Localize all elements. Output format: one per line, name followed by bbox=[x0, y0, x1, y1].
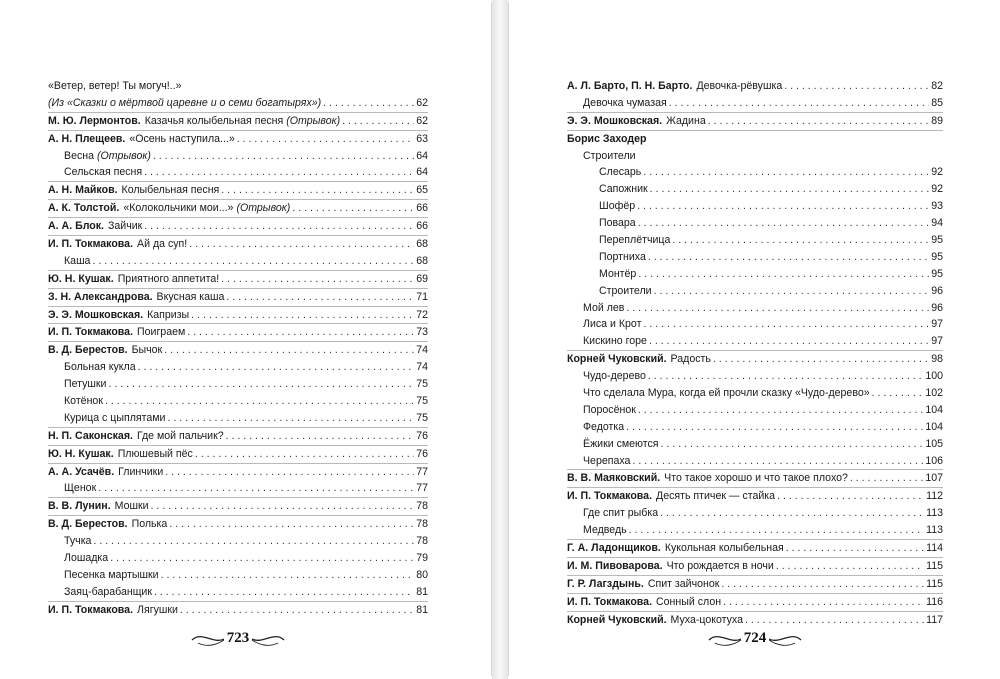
toc-author: В. В. Лунин. bbox=[48, 500, 111, 513]
toc-title: Слесарь bbox=[599, 166, 642, 179]
toc-entry bbox=[48, 445, 428, 463]
toc-entry bbox=[48, 78, 428, 95]
toc-title: Портниха bbox=[599, 250, 646, 263]
toc-title: Капризы bbox=[147, 308, 190, 321]
toc-page-number: 105 bbox=[925, 437, 943, 450]
toc-page-number: 112 bbox=[926, 490, 943, 503]
toc-leader-dots bbox=[92, 253, 414, 270]
toc-title: Сельская песня bbox=[64, 166, 143, 179]
toc-entry bbox=[567, 112, 943, 130]
toc-author: И. П. Токмакова. bbox=[48, 326, 134, 339]
toc-page-number: 113 bbox=[926, 524, 943, 537]
toc-author: Ю. Н. Кушак. bbox=[48, 272, 114, 285]
toc-author: З. Н. Александрова. bbox=[48, 290, 153, 303]
toc-page-number: 79 bbox=[416, 552, 428, 565]
toc-title: Повара bbox=[599, 217, 636, 230]
toc-author: А. К. Толстой. bbox=[48, 202, 120, 215]
page-number: 723 bbox=[224, 630, 253, 647]
toc-leader-dots bbox=[144, 164, 414, 181]
toc-leader-dots bbox=[165, 464, 414, 481]
toc-leader-dots bbox=[323, 95, 414, 112]
table-of-contents bbox=[567, 78, 943, 629]
toc-entry bbox=[567, 198, 943, 215]
toc-page-number: 75 bbox=[416, 395, 428, 408]
toc-author: А. А. Блок. bbox=[48, 220, 104, 233]
toc-author: Корней Чуковский. bbox=[567, 613, 667, 626]
toc-title: Котёнок bbox=[64, 395, 103, 408]
toc-entry bbox=[567, 266, 943, 283]
toc-leader-dots bbox=[93, 533, 414, 550]
toc-leader-dots bbox=[221, 182, 414, 199]
toc-page-number: 77 bbox=[416, 465, 428, 478]
toc-page-number: 92 bbox=[931, 166, 943, 179]
toc-page-number: 75 bbox=[416, 411, 428, 424]
toc-entry bbox=[567, 505, 943, 522]
toc-title: Вкусная каша bbox=[156, 290, 225, 303]
toc-page-number: 95 bbox=[931, 234, 943, 247]
toc-leader-dots bbox=[786, 540, 924, 557]
toc-title: (Из «Сказки о мёртвой царевне и о семи богатырях») bbox=[48, 96, 322, 109]
toc-entry bbox=[48, 410, 428, 427]
toc-title: Кискино горе bbox=[583, 335, 647, 348]
toc-leader-dots bbox=[721, 576, 924, 593]
toc-page-number: 75 bbox=[416, 378, 428, 391]
toc-title: Курица с цыплятами bbox=[64, 411, 166, 424]
toc-page-number: 116 bbox=[926, 595, 943, 608]
toc-leader-dots bbox=[784, 78, 929, 95]
toc-page-number: 78 bbox=[416, 518, 428, 531]
toc-title: Медведь bbox=[583, 524, 627, 537]
toc-title: Девочка чумазая bbox=[583, 96, 667, 109]
toc-page-number: 95 bbox=[931, 250, 943, 263]
toc-page-number: 81 bbox=[416, 585, 428, 598]
toc-entry bbox=[48, 270, 428, 288]
toc-leader-dots bbox=[850, 470, 923, 487]
toc-entry bbox=[567, 164, 943, 181]
left-page bbox=[2, 2, 492, 676]
toc-leader-dots bbox=[661, 436, 924, 453]
toc-page-number: 114 bbox=[926, 542, 943, 555]
toc-page-number: 80 bbox=[416, 568, 428, 581]
toc-leader-dots bbox=[167, 410, 414, 427]
toc-entry bbox=[48, 341, 428, 359]
toc-leader-dots bbox=[638, 215, 930, 232]
toc-page-number: 98 bbox=[931, 353, 943, 366]
toc-title: Глинчики bbox=[118, 465, 164, 478]
toc-entry bbox=[48, 497, 428, 515]
toc-entry bbox=[48, 515, 428, 533]
toc-entry bbox=[567, 368, 943, 385]
toc-title: Казачья колыбельная песня bbox=[144, 114, 284, 127]
toc-entry bbox=[567, 385, 943, 402]
toc-leader-dots bbox=[669, 95, 930, 112]
toc-entry bbox=[567, 522, 943, 539]
toc-author: И. П. Токмакова. bbox=[567, 490, 653, 503]
toc-page-number: 76 bbox=[416, 447, 428, 460]
toc-author: А. Л. Барто, П. Н. Барто. bbox=[567, 80, 693, 92]
toc-title: Больная кукла bbox=[64, 361, 136, 374]
toc-page-number: 92 bbox=[931, 183, 943, 196]
toc-title: Петушки bbox=[64, 378, 107, 391]
toc-leader-dots bbox=[144, 218, 414, 235]
toc-leader-dots bbox=[660, 505, 924, 522]
toc-title: «Осень наступила...» bbox=[129, 132, 235, 145]
toc-leader-dots bbox=[637, 198, 929, 215]
toc-title: Каша bbox=[64, 254, 91, 267]
toc-title: Сапожник bbox=[599, 183, 648, 196]
toc-leader-dots bbox=[164, 342, 414, 359]
toc-leader-dots bbox=[108, 376, 414, 393]
toc-leader-dots bbox=[221, 271, 414, 288]
toc-page-number: 64 bbox=[416, 149, 428, 162]
toc-page-number: 100 bbox=[925, 370, 943, 383]
toc-entry bbox=[567, 333, 943, 350]
toc-author: В. В. Маяковский. bbox=[567, 472, 661, 485]
toc-entry bbox=[48, 112, 428, 130]
toc-entry bbox=[567, 215, 943, 232]
toc-page-number: 74 bbox=[416, 361, 428, 374]
toc-leader-dots bbox=[189, 236, 414, 253]
toc-author: М. Ю. Лермонтов. bbox=[48, 114, 141, 127]
toc-leader-dots bbox=[626, 419, 923, 436]
toc-author: Корней Чуковский. bbox=[567, 353, 667, 366]
toc-leader-dots bbox=[195, 446, 414, 463]
toc-leader-dots bbox=[777, 488, 924, 505]
toc-leader-dots bbox=[292, 200, 414, 217]
toc-leader-dots bbox=[643, 316, 929, 333]
toc-title: «Ветер, ветер! Ты могуч!..» bbox=[48, 80, 182, 92]
toc-entry bbox=[567, 316, 943, 333]
toc-entry bbox=[48, 393, 428, 410]
toc-entry bbox=[48, 601, 428, 619]
toc-entry bbox=[48, 148, 428, 165]
toc-entry bbox=[48, 253, 428, 270]
toc-author: Ю. Н. Кушак. bbox=[48, 447, 114, 460]
toc-entry bbox=[48, 359, 428, 376]
toc-entry bbox=[567, 232, 943, 249]
toc-leader-dots bbox=[105, 393, 414, 410]
toc-title: Заяц-барабанщик bbox=[64, 585, 152, 598]
toc-note: (Отрывок) bbox=[236, 202, 291, 215]
toc-page-number: 85 bbox=[931, 96, 943, 109]
toc-title: Кукольная колыбельная bbox=[664, 542, 784, 555]
toc-title: Лошадка bbox=[64, 552, 109, 565]
page-number-ornament bbox=[705, 626, 805, 650]
toc-leader-dots bbox=[237, 131, 414, 148]
toc-title: Монтёр bbox=[599, 267, 637, 280]
toc-title: Лягушки bbox=[137, 603, 178, 616]
toc-entry bbox=[567, 95, 943, 112]
toc-title: Где спит рыбка bbox=[583, 507, 659, 520]
toc-author: И. П. Токмакова. bbox=[48, 603, 134, 616]
toc-leader-dots bbox=[169, 516, 414, 533]
toc-entry bbox=[567, 148, 943, 165]
book-gutter bbox=[492, 0, 508, 679]
toc-leader-dots bbox=[110, 550, 414, 567]
toc-title: Шофёр bbox=[599, 200, 636, 213]
toc-entry bbox=[48, 376, 428, 393]
toc-page-number: 96 bbox=[931, 284, 943, 297]
toc-entry bbox=[48, 427, 428, 445]
toc-page-number: 73 bbox=[416, 326, 428, 339]
toc-note: (Отрывок) bbox=[286, 114, 341, 127]
toc-leader-dots bbox=[187, 324, 414, 341]
toc-author: И. П. Токмакова. bbox=[48, 238, 134, 251]
toc-page-number: 106 bbox=[925, 454, 943, 467]
toc-entry bbox=[48, 584, 428, 601]
toc-leader-dots bbox=[643, 164, 929, 181]
toc-entry bbox=[48, 480, 428, 497]
toc-title: Что сделала Мура, когда ей прочли сказку «Чудо-дерево» bbox=[583, 387, 870, 400]
toc-entry bbox=[567, 350, 943, 368]
toc-title: Мой лев bbox=[583, 301, 625, 314]
toc-page-number: 97 bbox=[931, 335, 943, 348]
toc-entry bbox=[48, 463, 428, 481]
toc-leader-dots bbox=[226, 289, 414, 306]
toc-page-number: 82 bbox=[931, 80, 943, 92]
toc-entry bbox=[48, 533, 428, 550]
toc-entry bbox=[567, 181, 943, 198]
toc-page-number: 97 bbox=[931, 318, 943, 331]
toc-leader-dots bbox=[632, 453, 923, 470]
toc-leader-dots bbox=[649, 333, 929, 350]
toc-page-number: 113 bbox=[926, 507, 943, 520]
toc-title: Плюшевый пёс bbox=[117, 447, 193, 460]
toc-title: Лиса и Крот bbox=[583, 318, 642, 331]
toc-author: А. Н. Майков. bbox=[48, 184, 118, 197]
toc-title: Бычок bbox=[131, 344, 163, 357]
toc-leader-dots bbox=[98, 480, 414, 497]
toc-leader-dots bbox=[638, 402, 923, 419]
toc-entry bbox=[567, 249, 943, 266]
page-number-ornament bbox=[188, 626, 288, 650]
toc-title: Что такое хорошо и что такое плохо? bbox=[664, 472, 848, 485]
toc-author: Борис Заходер bbox=[567, 132, 647, 145]
toc-entry bbox=[48, 181, 428, 199]
toc-title: Ёжики смеются bbox=[583, 437, 659, 450]
toc-title: Поиграем bbox=[137, 326, 186, 339]
toc-page-number: 104 bbox=[925, 420, 943, 433]
toc-page-number: 95 bbox=[931, 267, 943, 280]
toc-page-number: 74 bbox=[416, 344, 428, 357]
toc-author: Г. А. Ладонщиков. bbox=[567, 542, 661, 555]
toc-leader-dots bbox=[776, 558, 924, 575]
toc-title: Спит зайчонок bbox=[647, 577, 720, 590]
toc-page-number: 102 bbox=[925, 387, 943, 400]
toc-entry bbox=[567, 487, 943, 505]
toc-leader-dots bbox=[138, 359, 415, 376]
toc-author: А. Н. Плещеев. bbox=[48, 132, 126, 145]
toc-leader-dots bbox=[648, 249, 929, 266]
toc-page-number: 68 bbox=[416, 254, 428, 267]
toc-leader-dots bbox=[650, 181, 930, 198]
toc-entry bbox=[567, 300, 943, 317]
toc-page-number: 69 bbox=[416, 272, 428, 285]
toc-entry bbox=[48, 288, 428, 306]
toc-page-number: 62 bbox=[416, 114, 428, 127]
toc-author: И. П. Токмакова. bbox=[567, 595, 653, 608]
toc-leader-dots bbox=[180, 602, 414, 619]
toc-page-number: 96 bbox=[931, 301, 943, 314]
toc-title: Полька bbox=[131, 518, 168, 531]
toc-leader-dots bbox=[154, 584, 414, 601]
toc-page-number: 107 bbox=[925, 472, 943, 485]
toc-entry bbox=[48, 217, 428, 235]
toc-title: Жадина bbox=[666, 114, 706, 127]
toc-title: Что рождается в ночи bbox=[666, 559, 774, 572]
right-page bbox=[508, 2, 998, 676]
toc-page-number: 93 bbox=[931, 200, 943, 213]
toc-title: Тучка bbox=[64, 535, 92, 548]
toc-leader-dots bbox=[672, 232, 929, 249]
toc-entry bbox=[48, 130, 428, 148]
toc-title: Муха-цокотуха bbox=[670, 613, 743, 626]
toc-title: Ай да суп! bbox=[137, 238, 188, 251]
toc-title: Приятного аппетита! bbox=[117, 272, 220, 285]
toc-entry bbox=[48, 95, 428, 112]
toc-page-number: 115 bbox=[926, 559, 943, 572]
toc-title: Десять птичек — стайка bbox=[656, 490, 776, 503]
toc-entry bbox=[567, 419, 943, 436]
toc-entry bbox=[567, 539, 943, 557]
toc-entry bbox=[567, 402, 943, 419]
toc-title: Радость bbox=[670, 353, 711, 366]
toc-entry bbox=[48, 323, 428, 341]
toc-leader-dots bbox=[713, 351, 929, 368]
toc-title: Чудо-дерево bbox=[583, 370, 646, 383]
toc-title: Переплётчица bbox=[599, 234, 671, 247]
toc-entry bbox=[48, 164, 428, 181]
toc-title: Весна bbox=[64, 149, 94, 162]
toc-title: Сонный слон bbox=[656, 595, 722, 608]
toc-entry bbox=[567, 557, 943, 575]
toc-leader-dots bbox=[708, 113, 929, 130]
toc-entry bbox=[48, 235, 428, 253]
toc-title: Строители bbox=[599, 284, 652, 297]
toc-entry bbox=[48, 567, 428, 584]
toc-entry bbox=[48, 306, 428, 324]
toc-page-number: 117 bbox=[926, 613, 943, 626]
toc-author: Э. Э. Мошковская. bbox=[567, 114, 663, 127]
toc-title: Песенка мартышки bbox=[64, 568, 159, 581]
toc-leader-dots bbox=[226, 428, 415, 445]
toc-title: Строители bbox=[583, 149, 636, 162]
toc-page-number: 65 bbox=[416, 184, 428, 197]
toc-entry bbox=[567, 283, 943, 300]
toc-leader-dots bbox=[629, 522, 924, 539]
toc-author: В. Д. Берестов. bbox=[48, 344, 128, 357]
toc-title: Девочка-рёвушка bbox=[696, 80, 783, 92]
toc-leader-dots bbox=[648, 368, 923, 385]
toc-entry bbox=[567, 436, 943, 453]
toc-page-number: 77 bbox=[416, 482, 428, 495]
page-number: 724 bbox=[741, 630, 770, 647]
toc-title: Где мой пальчик? bbox=[136, 429, 224, 442]
toc-page-number: 62 bbox=[416, 96, 428, 109]
table-of-contents bbox=[48, 78, 428, 619]
toc-leader-dots bbox=[723, 594, 924, 611]
toc-leader-dots bbox=[626, 300, 929, 317]
toc-author: Э. Э. Мошковская. bbox=[48, 308, 144, 321]
toc-leader-dots bbox=[638, 266, 929, 283]
toc-page-number: 78 bbox=[416, 500, 428, 513]
toc-entry bbox=[567, 78, 943, 95]
toc-page-number: 64 bbox=[416, 166, 428, 179]
toc-leader-dots bbox=[342, 113, 414, 130]
toc-title: Черепаха bbox=[583, 454, 631, 467]
toc-entry bbox=[567, 593, 943, 611]
toc-leader-dots bbox=[191, 307, 414, 324]
toc-title: Зайчик bbox=[108, 220, 143, 233]
toc-page-number: 72 bbox=[416, 308, 428, 321]
toc-page-number: 76 bbox=[416, 429, 428, 442]
toc-title: Федотка bbox=[583, 420, 625, 433]
toc-entry bbox=[567, 130, 943, 148]
toc-leader-dots bbox=[161, 567, 415, 584]
toc-leader-dots bbox=[153, 148, 414, 165]
toc-page-number: 66 bbox=[416, 220, 428, 233]
toc-author: Н. П. Саконская. bbox=[48, 429, 133, 442]
toc-leader-dots bbox=[654, 283, 930, 300]
toc-title: Мошки bbox=[114, 500, 149, 513]
toc-page-number: 81 bbox=[416, 603, 428, 616]
toc-title: «Колокольчики мои...» bbox=[123, 202, 234, 215]
toc-leader-dots bbox=[872, 385, 924, 402]
toc-leader-dots bbox=[151, 498, 415, 515]
toc-title: Колыбельная песня bbox=[121, 184, 220, 197]
toc-entry bbox=[567, 469, 943, 487]
toc-page-number: 63 bbox=[416, 132, 428, 145]
toc-page-number: 66 bbox=[416, 202, 428, 215]
toc-page-number: 94 bbox=[931, 217, 943, 230]
toc-entry bbox=[567, 453, 943, 470]
toc-author: И. М. Пивоварова. bbox=[567, 559, 663, 572]
toc-entry bbox=[567, 575, 943, 593]
toc-page-number: 115 bbox=[926, 577, 943, 590]
toc-note: (Отрывок) bbox=[97, 149, 151, 162]
toc-title: Поросёнок bbox=[583, 403, 636, 416]
toc-page-number: 104 bbox=[925, 403, 943, 416]
toc-entry bbox=[48, 550, 428, 567]
toc-author: А. А. Усачёв. bbox=[48, 465, 115, 478]
toc-page-number: 78 bbox=[416, 535, 428, 548]
toc-page-number: 68 bbox=[416, 238, 428, 251]
toc-page-number: 89 bbox=[931, 114, 943, 127]
toc-entry bbox=[48, 199, 428, 217]
toc-page-number: 71 bbox=[416, 290, 428, 303]
toc-title: Щенок bbox=[64, 482, 97, 495]
toc-author: Г. Р. Лагздынь. bbox=[567, 577, 644, 590]
toc-author: В. Д. Берестов. bbox=[48, 518, 128, 531]
